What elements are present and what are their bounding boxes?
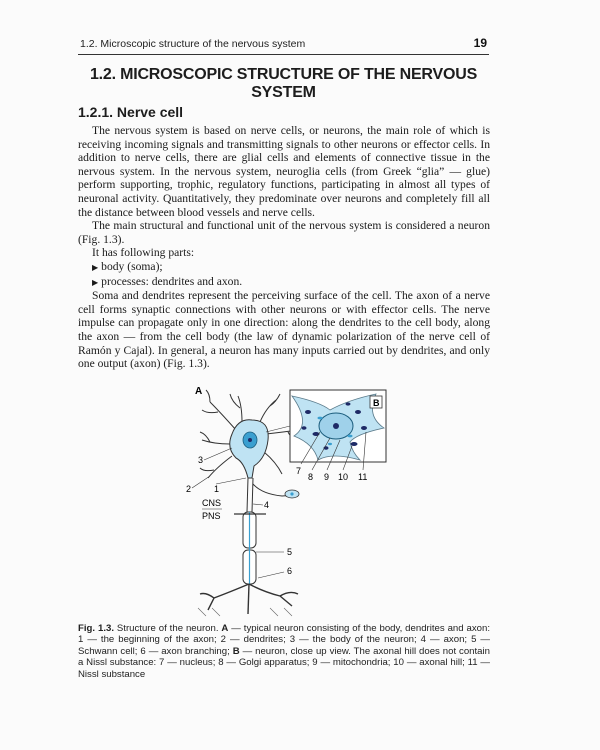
caption-a: A [221, 623, 229, 634]
paragraph-intro: The nervous system is based on nerve cells, or neurons, the main role of which is receiving incoming signals and transmitting signals to other neurons or effector cells. In addition to nerve cells, there are glial cells and elements of connective tissue in the nervous system. In the nervous system, neuroglia cells (from Greek “glia” — glue) perform supporting, trophic, regulatory functions, participating in almost all types of neuronal activity. Quantitatively, they predominate over neurons and completely fill all the distance between blood vessels and nerve cells. [78, 124, 490, 219]
leader-2 [192, 476, 210, 488]
body-text [78, 124, 490, 371]
paragraph-unit: The main structural and functional unit of the nervous system is considered a neuron (Fig. 1.3). [78, 219, 490, 246]
leader-4 [253, 504, 263, 505]
caption-text-2: — typical neuron consisting of the body, dendrites and axon: 1 — the beginning of the axon; 2 — dendrites; 3 — the body of the neuron; 4 — axon; 5 — Schwann cell; 6 — axon branching; [78, 623, 490, 657]
label-cns: CNS [202, 498, 222, 508]
page-number: 19 [473, 36, 487, 50]
axon-branching [200, 584, 298, 614]
list-item [78, 275, 490, 290]
bullet-triangle-icon: ▶ [92, 277, 99, 287]
section-title: 1.2. MICROSCOPIC STRUCTURE OF THE NERVOUS SYSTEM [89, 66, 478, 101]
label-1: 1 [214, 484, 220, 494]
label-5: 5 [287, 547, 293, 557]
nucleolus [248, 438, 252, 442]
glial-nucleus [290, 492, 293, 495]
neuron-diagram [180, 382, 390, 618]
subsection-title: 1.2.1. Nerve cell [78, 104, 184, 120]
leader-3 [204, 448, 232, 460]
muscle-fibers [198, 608, 292, 616]
neuron-body [230, 420, 268, 478]
neuron-figure [180, 382, 390, 618]
caption-text-3: — neuron, close up view. The axonal hill does not contain a Nissl substance: 7 — nucleus; 8 — Golgi apparatus; 9 — mitochondria; 10 — axonal hill; 11 — Nissl substance [78, 645, 490, 680]
label-2: 2 [186, 484, 192, 494]
paragraph-closing: Soma and dendrites represent the perceiving surface of the cell. The axon of a nerve cell forms synaptic connections with other neurons or with effector cells. The nerve impulse can propagate only in one direction: along the dendrites to the cell body, along the axon — from the cell body (the law of dynamic polarization of the nerve cell of Ramón y Cajal). In general, a neuron has many inputs carried out by dendrites, and only one output (axon) (Fig. 1.3). [78, 289, 490, 371]
list-item [78, 260, 490, 275]
list-item-text: body (soma); [101, 259, 163, 273]
label-7: 7 [296, 466, 302, 476]
running-title: 1.2. Microscopic structure of the nervous system [80, 38, 306, 50]
running-header [78, 36, 489, 55]
label-pns: PNS [202, 511, 221, 521]
label-8: 8 [308, 472, 314, 482]
figure-caption [78, 623, 490, 680]
caption-b: B [232, 645, 240, 657]
closeup-nucleolus [333, 423, 339, 429]
bullet-triangle-icon: ▶ [92, 262, 99, 272]
paragraph-parts: It has following parts: [92, 246, 195, 260]
label-4: 4 [264, 500, 270, 510]
caption-text-1: Structure of the neuron. [113, 623, 222, 634]
label-11: 11 [358, 472, 368, 482]
caption-label: Fig. 1.3. [78, 623, 114, 634]
axon [247, 478, 253, 512]
label-10: 10 [338, 472, 349, 482]
leader-6 [258, 572, 284, 578]
label-9: 9 [324, 472, 330, 482]
label-6: 6 [287, 566, 293, 576]
panel-b-label: B [373, 398, 380, 408]
list-item-text: processes: dendrites and axon. [101, 274, 243, 288]
leader-1 [216, 478, 246, 484]
panel-a-label: A [195, 386, 203, 397]
label-3: 3 [198, 455, 204, 465]
